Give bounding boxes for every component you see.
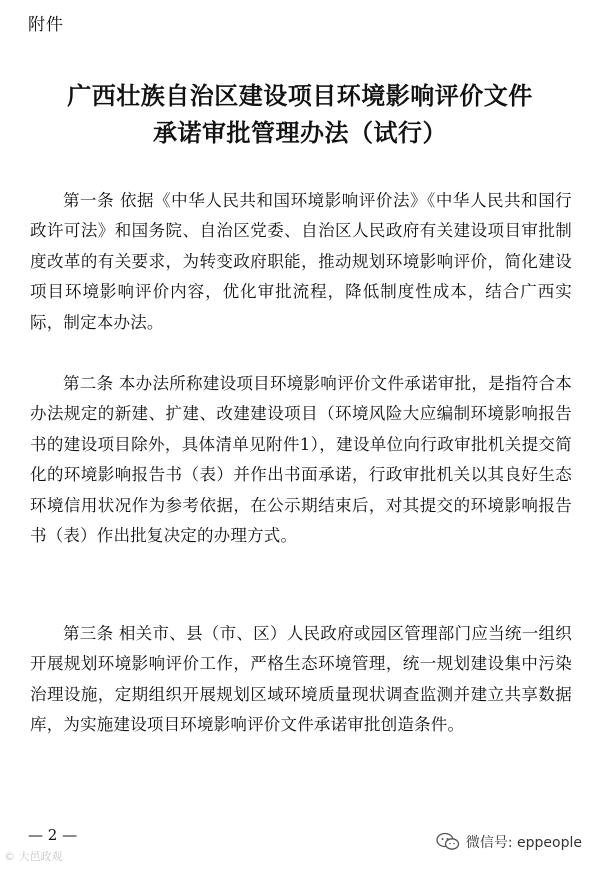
page-number: — 2 — <box>28 826 78 844</box>
article-3: 第三条 相关市、县（市、区）人民政府或园区管理部门应当统一组织开展规划环境影响评价工作，严格生态环境管理，统一规划建设集中污染治理设施，定期组织开展规划区域环境质量现状调查监测并建立共享数据库，为实施建设项目环境影响评价文件承诺审批创造条件。 <box>30 624 572 735</box>
document-title-line1: 广西壮族自治区建设项目环境影响评价文件 <box>67 82 533 110</box>
wechat-watermark <box>436 832 582 852</box>
attachment-label: 附件 <box>28 15 64 35</box>
article-2: 第二条 本办法所称建设项目环境影响评价文件承诺审批，是指符合本办法规定的新建、扩建、改建建设项目（环境风险大应编制环境影响报告书的建设项目除外，具体清单见附件1），建设单位向行政审批机关提交简化的环境影响报告书（表）并作出书面承诺，行政审批机关以其良好生态环境信用状况作为参考依据，在公示期结束后，对其提交的环境影响报告书（表）作出批复决定的办理方式。 <box>30 374 572 546</box>
source-watermark: © 大邑政观 <box>4 850 63 863</box>
document-title-line2: 承诺审批管理办法（试行） <box>153 119 447 147</box>
wechat-icon <box>436 832 460 852</box>
wechat-id: 微信号: eppeople <box>465 835 582 851</box>
article-1: 第一条 依据《中华人民共和国环境影响评价法》《中华人民共和国行政许可法》和国务院、自治区党委、自治区人民政府有关建设项目审批制度改革的有关要求，为转变政府职能，推动规划环境影响评价，简化建设项目环境影响评价内容，优化审批流程，降低制度性成本，结合广西实际，制定本办法。 <box>30 191 572 332</box>
